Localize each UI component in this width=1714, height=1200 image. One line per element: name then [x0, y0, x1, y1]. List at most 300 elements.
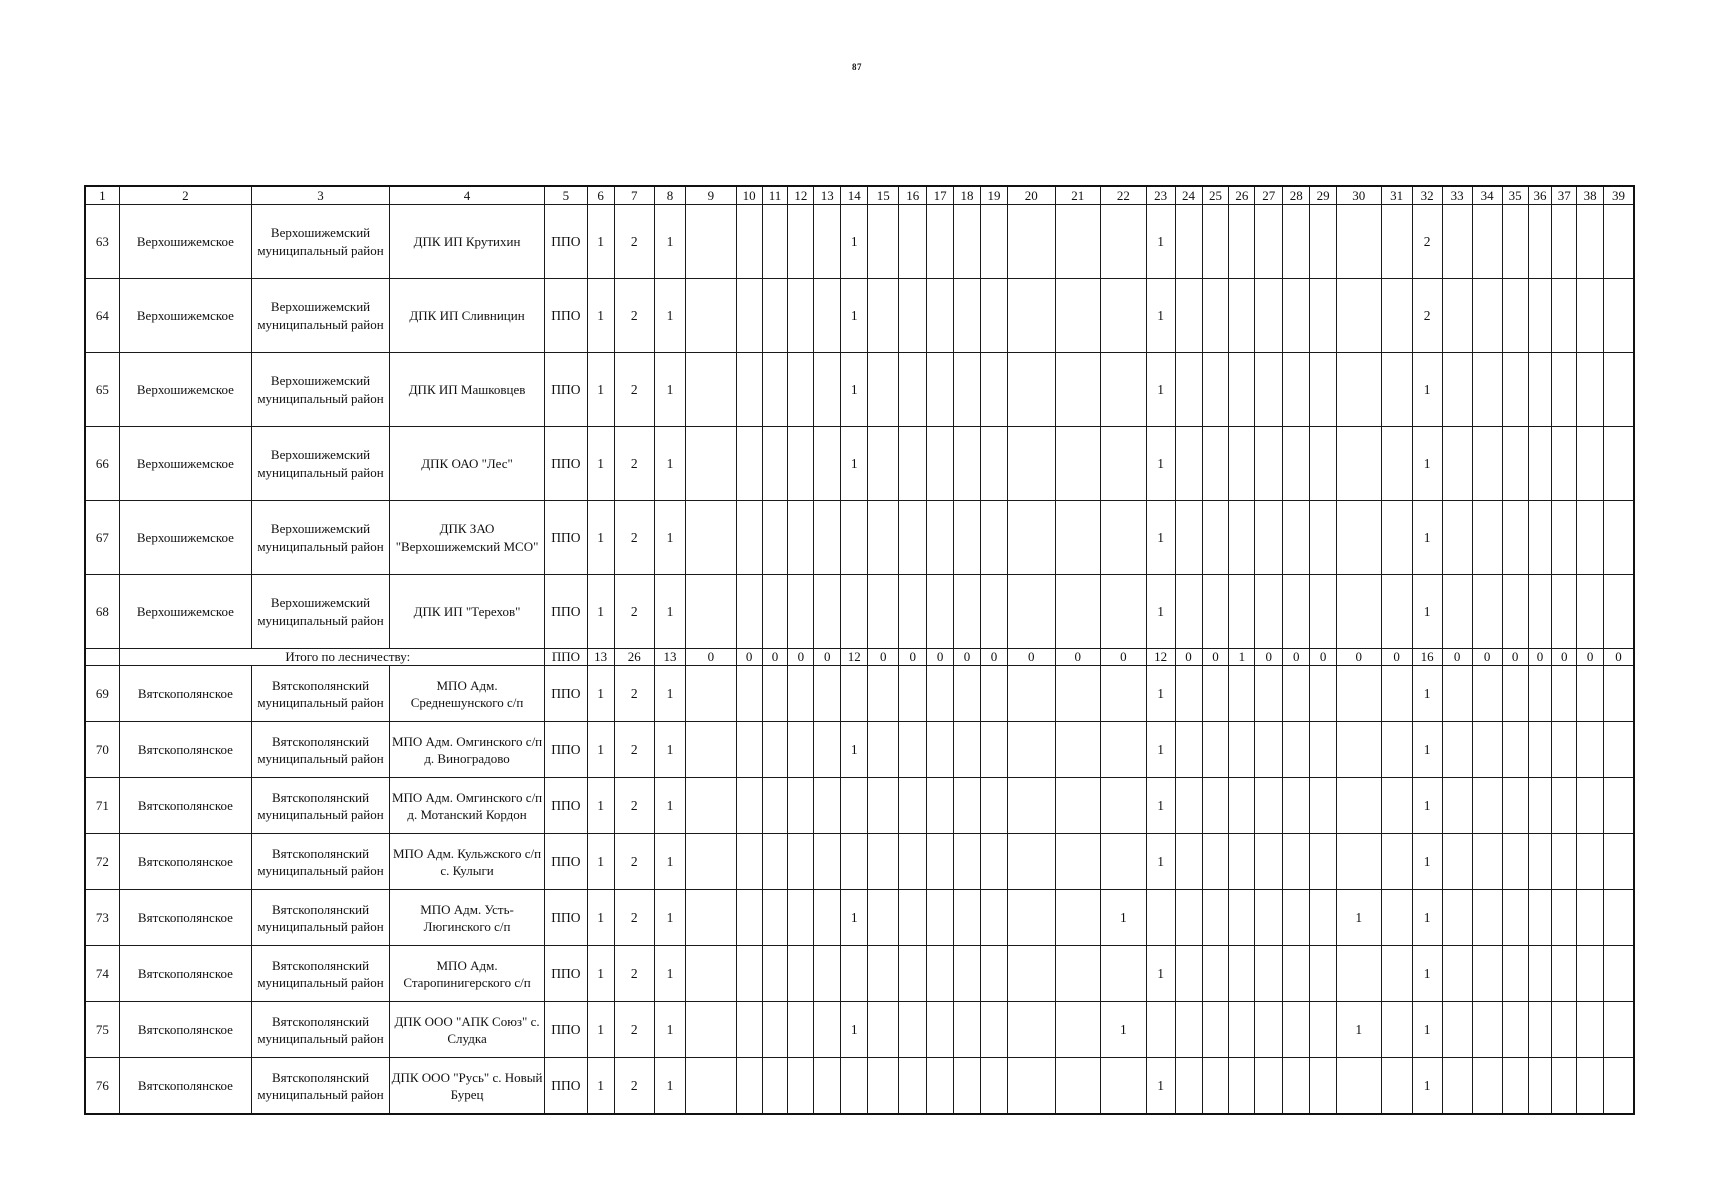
cell-col-22	[1101, 722, 1147, 778]
cell-col-35	[1502, 666, 1528, 722]
cell-col-20	[1007, 890, 1055, 946]
cell-col-22	[1101, 501, 1147, 575]
cell-col-39	[1604, 205, 1634, 279]
cell-col-31	[1381, 353, 1412, 427]
cell-col-30	[1337, 834, 1382, 890]
cell-col-35	[1502, 778, 1528, 834]
cell-col-15	[868, 1002, 899, 1058]
cell-col-2: Верхошижемское	[119, 501, 252, 575]
total-cell-22: 0	[1101, 649, 1147, 666]
cell-col-9	[685, 834, 736, 890]
cell-col-1: 64	[85, 279, 119, 353]
cell-col-22	[1101, 279, 1147, 353]
cell-col-16	[899, 575, 927, 649]
cell-col-19	[980, 575, 1007, 649]
cell-col-11	[762, 353, 788, 427]
cell-col-23	[1146, 890, 1175, 946]
cell-col-23: 1	[1146, 279, 1175, 353]
cell-col-5: ППО	[545, 501, 587, 575]
cell-col-11	[762, 834, 788, 890]
cell-col-15	[868, 205, 899, 279]
total-cell-21: 0	[1055, 649, 1101, 666]
cell-col-7: 2	[614, 834, 654, 890]
cell-col-17	[927, 946, 954, 1002]
cell-col-21	[1055, 205, 1101, 279]
cell-col-29	[1310, 722, 1337, 778]
cell-col-19	[980, 501, 1007, 575]
cell-col-24	[1175, 946, 1202, 1002]
cell-col-34	[1472, 501, 1502, 575]
cell-col-34	[1472, 666, 1502, 722]
cell-col-18	[954, 279, 981, 353]
cell-col-36	[1528, 1058, 1552, 1115]
cell-col-13	[814, 279, 841, 353]
header-cell-19: 19	[980, 186, 1007, 205]
cell-col-14	[841, 666, 868, 722]
cell-col-14: 1	[841, 279, 868, 353]
cell-col-35	[1502, 501, 1528, 575]
cell-col-26	[1229, 722, 1255, 778]
cell-col-11	[762, 279, 788, 353]
table-row	[85, 834, 1634, 890]
cell-col-21	[1055, 722, 1101, 778]
cell-col-9	[685, 427, 736, 501]
cell-col-21	[1055, 666, 1101, 722]
cell-col-24	[1175, 1058, 1202, 1115]
header-cell-32: 32	[1412, 186, 1442, 205]
cell-col-12	[788, 722, 814, 778]
cell-col-7: 2	[614, 666, 654, 722]
cell-col-37	[1552, 890, 1577, 946]
cell-col-17	[927, 279, 954, 353]
cell-col-35	[1502, 946, 1528, 1002]
cell-col-19	[980, 427, 1007, 501]
cell-col-11	[762, 575, 788, 649]
cell-col-24	[1175, 501, 1202, 575]
cell-col-15	[868, 666, 899, 722]
cell-col-16	[899, 778, 927, 834]
cell-col-7: 2	[614, 427, 654, 501]
cell-col-16	[899, 353, 927, 427]
cell-col-34	[1472, 1002, 1502, 1058]
cell-col-32: 2	[1412, 279, 1442, 353]
total-cell-27: 0	[1255, 649, 1283, 666]
cell-col-29	[1310, 890, 1337, 946]
cell-col-26	[1229, 575, 1255, 649]
cell-col-12	[788, 353, 814, 427]
cell-col-14	[841, 834, 868, 890]
cell-col-5: ППО	[545, 778, 587, 834]
cell-col-32: 1	[1412, 1058, 1442, 1115]
cell-col-21	[1055, 427, 1101, 501]
cell-col-28	[1283, 834, 1310, 890]
cell-col-29	[1310, 1058, 1337, 1115]
cell-col-19	[980, 1002, 1007, 1058]
cell-col-30	[1337, 427, 1382, 501]
cell-col-18	[954, 722, 981, 778]
cell-col-31	[1381, 890, 1412, 946]
cell-col-30	[1337, 1058, 1382, 1115]
cell-col-2: Верхошижемское	[119, 279, 252, 353]
cell-col-10	[736, 279, 762, 353]
cell-col-8: 1	[654, 575, 685, 649]
cell-col-35	[1502, 279, 1528, 353]
cell-col-6: 1	[587, 575, 614, 649]
cell-col-6: 1	[587, 1002, 614, 1058]
cell-col-26	[1229, 834, 1255, 890]
cell-col-36	[1528, 205, 1552, 279]
cell-col-8: 1	[654, 427, 685, 501]
cell-col-23: 1	[1146, 1058, 1175, 1115]
header-cell-4: 4	[389, 186, 544, 205]
cell-col-32: 1	[1412, 778, 1442, 834]
cell-col-26	[1229, 353, 1255, 427]
cell-col-25	[1202, 834, 1229, 890]
total-row	[85, 649, 1634, 666]
cell-col-32: 1	[1412, 353, 1442, 427]
cell-col-28	[1283, 353, 1310, 427]
cell-col-23: 1	[1146, 427, 1175, 501]
cell-col-34	[1472, 1058, 1502, 1115]
header-cell-37: 37	[1552, 186, 1577, 205]
cell-col-23: 1	[1146, 501, 1175, 575]
cell-col-8: 1	[654, 279, 685, 353]
cell-col-19	[980, 666, 1007, 722]
cell-col-34	[1472, 427, 1502, 501]
cell-col-33	[1442, 575, 1472, 649]
cell-col-10	[736, 834, 762, 890]
header-cell-26: 26	[1229, 186, 1255, 205]
forestry-table	[84, 185, 1635, 1115]
header-cell-35: 35	[1502, 186, 1528, 205]
cell-col-10	[736, 890, 762, 946]
cell-col-13	[814, 834, 841, 890]
cell-col-28	[1283, 722, 1310, 778]
total-cell-16: 0	[899, 649, 927, 666]
cell-col-3: Верхошижемский муниципальный район	[252, 279, 390, 353]
cell-col-21	[1055, 1058, 1101, 1115]
cell-col-27	[1255, 1058, 1283, 1115]
total-cell-29: 0	[1310, 649, 1337, 666]
total-cell-38: 0	[1577, 649, 1604, 666]
cell-col-6: 1	[587, 946, 614, 1002]
cell-col-27	[1255, 778, 1283, 834]
cell-col-27	[1255, 501, 1283, 575]
cell-col-15	[868, 501, 899, 575]
cell-col-7: 2	[614, 946, 654, 1002]
cell-col-37	[1552, 575, 1577, 649]
table-row	[85, 205, 1634, 279]
cell-col-2: Верхошижемское	[119, 575, 252, 649]
cell-col-5: ППО	[545, 205, 587, 279]
header-cell-2: 2	[119, 186, 252, 205]
header-cell-33: 33	[1442, 186, 1472, 205]
total-cell-9: 0	[685, 649, 736, 666]
cell-col-25	[1202, 205, 1229, 279]
total-cell-33: 0	[1442, 649, 1472, 666]
cell-col-29	[1310, 946, 1337, 1002]
cell-col-14: 1	[841, 205, 868, 279]
cell-col-8: 1	[654, 890, 685, 946]
cell-col-10	[736, 722, 762, 778]
cell-col-38	[1577, 722, 1604, 778]
cell-col-26	[1229, 501, 1255, 575]
cell-col-5: ППО	[545, 427, 587, 501]
cell-col-28	[1283, 501, 1310, 575]
cell-col-34	[1472, 722, 1502, 778]
cell-col-33	[1442, 501, 1472, 575]
cell-col-38	[1577, 501, 1604, 575]
cell-col-23: 1	[1146, 722, 1175, 778]
cell-col-31	[1381, 666, 1412, 722]
header-cell-39: 39	[1604, 186, 1634, 205]
cell-col-14	[841, 778, 868, 834]
cell-col-16	[899, 501, 927, 575]
cell-col-1: 67	[85, 501, 119, 575]
cell-col-12	[788, 1002, 814, 1058]
cell-col-10	[736, 353, 762, 427]
cell-col-35	[1502, 427, 1528, 501]
cell-col-23	[1146, 1002, 1175, 1058]
cell-col-15	[868, 1058, 899, 1115]
table-body	[85, 186, 1634, 1114]
cell-col-29	[1310, 1002, 1337, 1058]
total-cell-18: 0	[954, 649, 981, 666]
cell-col-30: 1	[1337, 890, 1382, 946]
header-cell-8: 8	[654, 186, 685, 205]
cell-col-37	[1552, 1058, 1577, 1115]
cell-col-34	[1472, 205, 1502, 279]
cell-col-29	[1310, 353, 1337, 427]
cell-col-26	[1229, 1002, 1255, 1058]
cell-col-3: Верхошижемский муниципальный район	[252, 427, 390, 501]
cell-col-39	[1604, 501, 1634, 575]
cell-col-35	[1502, 1058, 1528, 1115]
cell-col-21	[1055, 353, 1101, 427]
header-cell-31: 31	[1381, 186, 1412, 205]
cell-col-27	[1255, 722, 1283, 778]
total-cell-20: 0	[1007, 649, 1055, 666]
page-number: 87	[852, 62, 862, 72]
cell-col-3: Вятскополянский муниципальный район	[252, 890, 390, 946]
cell-col-21	[1055, 279, 1101, 353]
cell-col-5: ППО	[545, 666, 587, 722]
cell-col-8: 1	[654, 666, 685, 722]
cell-col-4: МПО Адм. Омгинского с/п д. Виноградово	[389, 722, 544, 778]
cell-col-11	[762, 205, 788, 279]
cell-col-3: Вятскополянский муниципальный район	[252, 722, 390, 778]
cell-col-25	[1202, 946, 1229, 1002]
header-cell-18: 18	[954, 186, 981, 205]
total-cell-39: 0	[1604, 649, 1634, 666]
cell-col-16	[899, 890, 927, 946]
cell-col-7: 2	[614, 205, 654, 279]
cell-col-16	[899, 205, 927, 279]
table-row	[85, 279, 1634, 353]
header-cell-36: 36	[1528, 186, 1552, 205]
cell-col-4: МПО Адм. Омгинского с/п д. Мотанский Кордон	[389, 778, 544, 834]
cell-col-33	[1442, 666, 1472, 722]
cell-col-35	[1502, 890, 1528, 946]
cell-col-9	[685, 890, 736, 946]
cell-col-25	[1202, 575, 1229, 649]
cell-col-3: Вятскополянский муниципальный район	[252, 1058, 390, 1115]
cell-col-38	[1577, 205, 1604, 279]
cell-col-28	[1283, 946, 1310, 1002]
table-row	[85, 1002, 1634, 1058]
cell-col-32: 1	[1412, 666, 1442, 722]
header-cell-25: 25	[1202, 186, 1229, 205]
cell-col-9	[685, 722, 736, 778]
cell-col-38	[1577, 666, 1604, 722]
cell-col-26	[1229, 1058, 1255, 1115]
cell-col-13	[814, 778, 841, 834]
cell-col-1: 72	[85, 834, 119, 890]
cell-col-1: 70	[85, 722, 119, 778]
cell-col-32: 1	[1412, 575, 1442, 649]
cell-col-7: 2	[614, 1002, 654, 1058]
header-cell-29: 29	[1310, 186, 1337, 205]
cell-col-6: 1	[587, 1058, 614, 1115]
cell-col-22	[1101, 778, 1147, 834]
cell-col-31	[1381, 279, 1412, 353]
header-row	[85, 186, 1634, 205]
cell-col-14: 1	[841, 890, 868, 946]
cell-col-16	[899, 427, 927, 501]
cell-col-26	[1229, 890, 1255, 946]
cell-col-3: Вятскополянский муниципальный район	[252, 778, 390, 834]
cell-col-22: 1	[1101, 890, 1147, 946]
cell-col-3: Вятскополянский муниципальный район	[252, 1002, 390, 1058]
total-cell-12: 0	[788, 649, 814, 666]
cell-col-14	[841, 575, 868, 649]
cell-col-15	[868, 353, 899, 427]
cell-col-15	[868, 834, 899, 890]
header-cell-21: 21	[1055, 186, 1101, 205]
cell-col-27	[1255, 1002, 1283, 1058]
cell-col-22	[1101, 666, 1147, 722]
cell-col-22	[1101, 575, 1147, 649]
cell-col-13	[814, 666, 841, 722]
cell-col-6: 1	[587, 666, 614, 722]
cell-col-4: ДПК ЗАО "Верхошижемский МСО"	[389, 501, 544, 575]
cell-col-5: ППО	[545, 890, 587, 946]
cell-col-2: Вятскополянское	[119, 946, 252, 1002]
cell-col-27	[1255, 427, 1283, 501]
cell-col-5: ППО	[545, 279, 587, 353]
cell-col-15	[868, 778, 899, 834]
cell-col-7: 2	[614, 722, 654, 778]
cell-col-21	[1055, 946, 1101, 1002]
cell-col-26	[1229, 205, 1255, 279]
cell-col-20	[1007, 946, 1055, 1002]
cell-col-7: 2	[614, 1058, 654, 1115]
cell-col-16	[899, 946, 927, 1002]
cell-col-37	[1552, 834, 1577, 890]
cell-col-23: 1	[1146, 575, 1175, 649]
total-cell-35: 0	[1502, 649, 1528, 666]
cell-col-24	[1175, 279, 1202, 353]
cell-col-20	[1007, 778, 1055, 834]
cell-col-30	[1337, 575, 1382, 649]
cell-col-20	[1007, 353, 1055, 427]
cell-col-37	[1552, 722, 1577, 778]
cell-col-36	[1528, 946, 1552, 1002]
total-cell-1	[85, 649, 119, 666]
cell-col-16	[899, 834, 927, 890]
cell-col-4: ДПК ОАО "Лес"	[389, 427, 544, 501]
cell-col-27	[1255, 834, 1283, 890]
total-cell-13: 0	[814, 649, 841, 666]
cell-col-25	[1202, 279, 1229, 353]
cell-col-11	[762, 1002, 788, 1058]
cell-col-17	[927, 353, 954, 427]
cell-col-8: 1	[654, 778, 685, 834]
cell-col-38	[1577, 1058, 1604, 1115]
cell-col-20	[1007, 1058, 1055, 1115]
cell-col-29	[1310, 279, 1337, 353]
cell-col-11	[762, 946, 788, 1002]
total-cell-8: 13	[654, 649, 685, 666]
cell-col-12	[788, 778, 814, 834]
cell-col-17	[927, 834, 954, 890]
cell-col-12	[788, 279, 814, 353]
cell-col-17	[927, 890, 954, 946]
cell-col-4: ДПК ИП Машковцев	[389, 353, 544, 427]
cell-col-39	[1604, 427, 1634, 501]
cell-col-18	[954, 501, 981, 575]
cell-col-12	[788, 575, 814, 649]
cell-col-15	[868, 427, 899, 501]
cell-col-3: Вятскополянский муниципальный район	[252, 946, 390, 1002]
cell-col-17	[927, 427, 954, 501]
cell-col-39	[1604, 722, 1634, 778]
total-cell-37: 0	[1552, 649, 1577, 666]
total-cell-34: 0	[1472, 649, 1502, 666]
cell-col-32: 1	[1412, 834, 1442, 890]
cell-col-30	[1337, 946, 1382, 1002]
cell-col-37	[1552, 279, 1577, 353]
cell-col-8: 1	[654, 353, 685, 427]
cell-col-16	[899, 666, 927, 722]
total-cell-30: 0	[1337, 649, 1382, 666]
cell-col-17	[927, 575, 954, 649]
cell-col-19	[980, 834, 1007, 890]
cell-col-23: 1	[1146, 778, 1175, 834]
cell-col-1: 76	[85, 1058, 119, 1115]
cell-col-33	[1442, 1058, 1472, 1115]
total-cell-10: 0	[736, 649, 762, 666]
cell-col-31	[1381, 834, 1412, 890]
cell-col-37	[1552, 946, 1577, 1002]
cell-col-20	[1007, 722, 1055, 778]
cell-col-9	[685, 575, 736, 649]
forestry-table-container	[84, 185, 1635, 1115]
cell-col-29	[1310, 666, 1337, 722]
cell-col-15	[868, 946, 899, 1002]
cell-col-3: Вятскополянский муниципальный район	[252, 666, 390, 722]
cell-col-37	[1552, 1002, 1577, 1058]
cell-col-37	[1552, 666, 1577, 722]
cell-col-38	[1577, 890, 1604, 946]
cell-col-12	[788, 946, 814, 1002]
header-cell-11: 11	[762, 186, 788, 205]
cell-col-23: 1	[1146, 205, 1175, 279]
cell-col-38	[1577, 427, 1604, 501]
cell-col-38	[1577, 575, 1604, 649]
cell-col-30	[1337, 501, 1382, 575]
cell-col-4: МПО Адм. Кульжского с/п с. Кулыги	[389, 834, 544, 890]
